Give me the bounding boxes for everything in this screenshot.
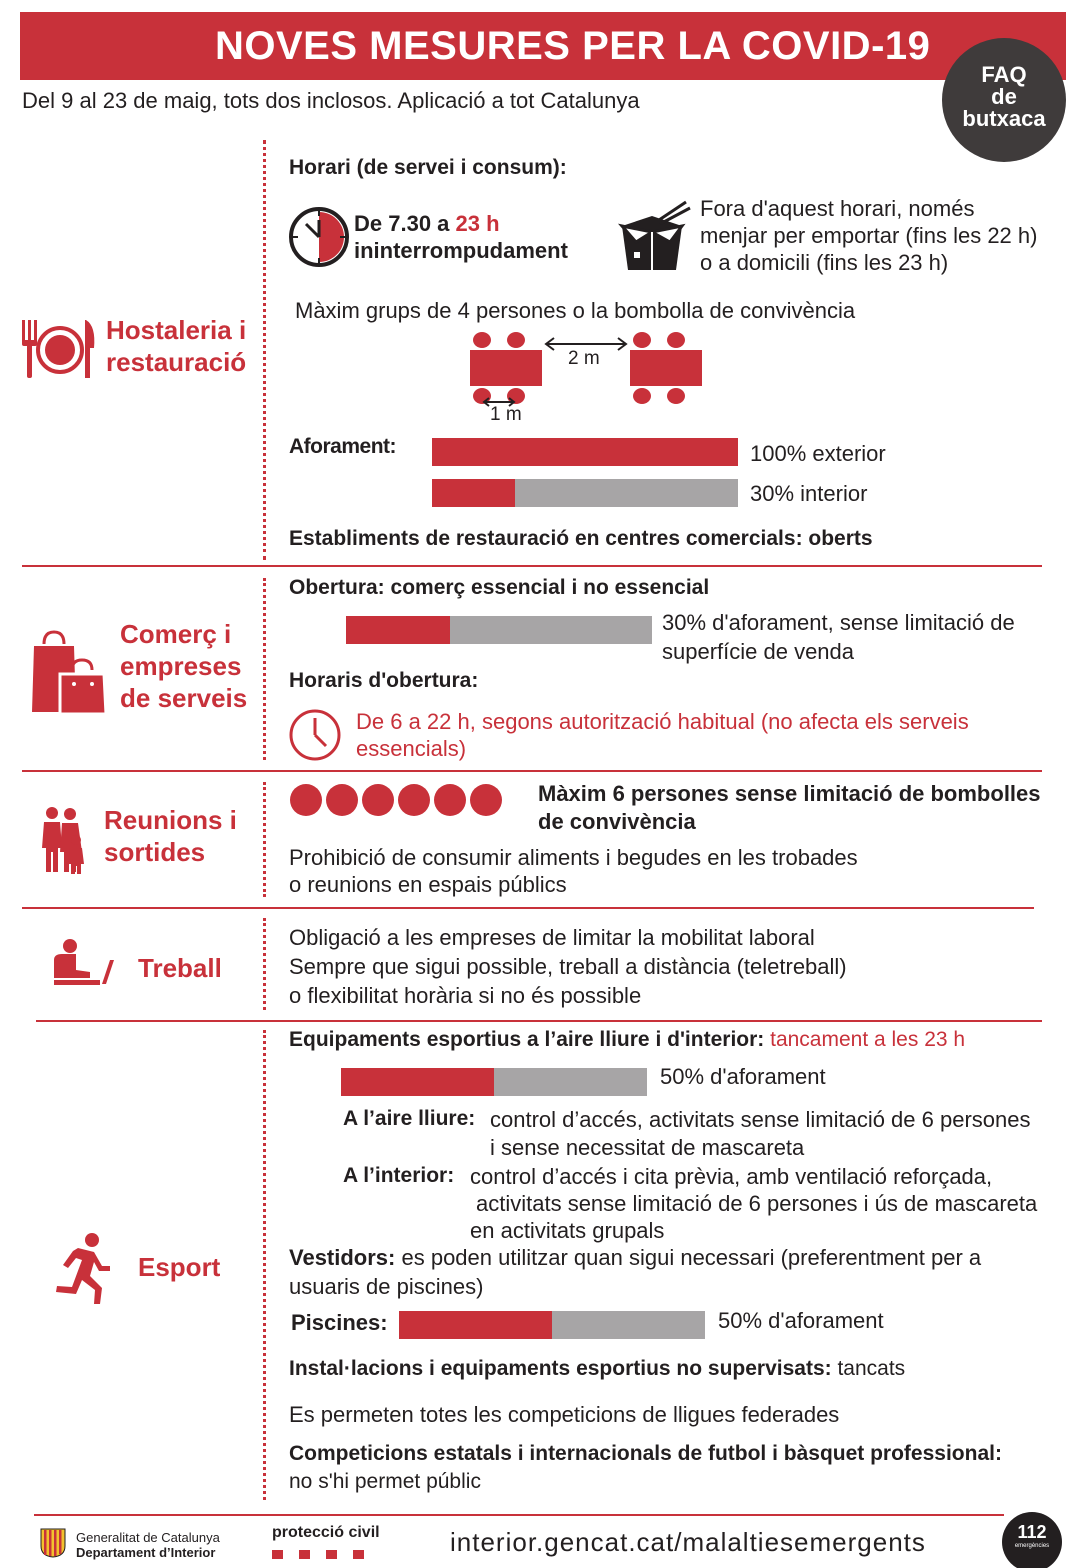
centres-comercials-text: Establiments de restauració en centres comercials: oberts — [289, 527, 873, 550]
installacions-value: tancats — [831, 1357, 906, 1380]
clock-outline-icon — [288, 708, 342, 767]
section-divider — [36, 1020, 1042, 1022]
horaris-title: Horaris d'obertura: — [289, 669, 479, 692]
divider-vertical — [263, 782, 266, 897]
prohibicio-line-1: Prohibició de consumir aliments i begudes en les trobades — [289, 845, 858, 870]
person-dot — [398, 784, 430, 816]
capacity-fill — [341, 1068, 494, 1096]
interior-line-2: activitats sense limitació de 6 persones i ús de mascareta — [476, 1191, 1038, 1216]
gencat-line-2: Departament d’Interior — [76, 1545, 216, 1560]
horari-line-2: ininterrompudament — [354, 238, 568, 263]
runner-icon — [48, 1232, 114, 1311]
proteccio-civil-logo: protecció civil — [272, 1524, 380, 1541]
category-comerc — [120, 618, 247, 714]
capacity-bar-interior — [432, 479, 738, 507]
capacity-fill — [432, 479, 515, 507]
faq-line-3: butxaca — [962, 106, 1046, 131]
fora-line-2: menjar per emportar (fins les 22 h) — [700, 223, 1038, 248]
vestidors-line-2: usuaris de piscines) — [289, 1274, 484, 1299]
person-dot — [362, 784, 394, 816]
family-icon — [40, 806, 90, 879]
person-dot — [290, 784, 322, 816]
installacions-text — [289, 1356, 905, 1382]
treball-line-3: o flexibilitat horària si no és possible — [289, 983, 642, 1008]
vestidors-text — [289, 1243, 981, 1301]
person-dot — [326, 784, 358, 816]
interior-text — [470, 1163, 1037, 1244]
divider-vertical — [263, 578, 266, 760]
horari-prefix: De 7.30 a — [354, 211, 456, 236]
esport-aforament: 50% d'aforament — [660, 1064, 826, 1089]
maxim-line-2: de convivència — [538, 809, 696, 834]
horari-highlight: 23 h — [455, 211, 500, 236]
capacity-bar-comerc — [346, 616, 652, 644]
cutlery-plate-icon — [20, 316, 96, 385]
faq-badge — [942, 38, 1066, 162]
category-line: Hostaleria i — [106, 315, 247, 345]
laptop-worker-icon — [50, 938, 120, 995]
capacity-label-exterior: 100% exterior — [750, 441, 886, 466]
takeaway-box-icon — [612, 196, 692, 281]
vestidors-label: Vestidors: — [289, 1245, 396, 1270]
distance-1m-label: 1 m — [490, 404, 522, 425]
category-hostaleria — [106, 314, 246, 378]
obertura-title: Obertura: comerç essencial i no essencial — [289, 576, 710, 599]
aire-line-1: control d’accés, activitats sense limitació de 6 persones — [490, 1107, 1031, 1132]
category-line: empreses — [120, 651, 242, 681]
category-line: sortides — [104, 837, 206, 867]
capacity-fill — [346, 616, 450, 644]
treball-line-1: Obligació a les empreses de limitar la mobilitat laboral — [289, 925, 815, 950]
aire-line-2: i sense necessitat de mascareta — [490, 1135, 805, 1160]
equipaments-highlight: tancament a les 23 h — [770, 1028, 966, 1051]
treball-line-2: Sempre que sigui possible, treball a distància (teletreball) — [289, 954, 847, 979]
footer-url[interactable]: interior.gencat.cat/malaltiesemergents — [450, 1527, 926, 1557]
prohibicio-line-2: o reunions en espais públics — [289, 872, 567, 897]
interior-line-3: en activitats grupals — [470, 1218, 665, 1243]
divider-vertical — [263, 140, 266, 560]
faq-line-1: FAQ — [981, 62, 1027, 87]
page-title: NOVES MESURES PER LA COVID-19 — [215, 24, 931, 68]
horaris-text — [356, 708, 969, 762]
treball-text — [289, 923, 847, 1010]
capacity-fill — [399, 1311, 552, 1339]
equipaments-prefix: Equipaments esportius a l’aire lliure i d'interior: — [289, 1028, 771, 1051]
fora-horari-text — [700, 195, 1037, 276]
capacity-bar-esport — [341, 1068, 647, 1096]
person-dot — [434, 784, 466, 816]
category-reunions — [104, 804, 237, 868]
faq-line-2: de — [991, 84, 1017, 109]
capacity-bar-piscines — [399, 1311, 705, 1339]
proteccio-civil-squares-icon — [272, 1550, 382, 1562]
category-line: de serveis — [120, 683, 248, 713]
capacity-bar-exterior — [432, 438, 738, 466]
prohibicio-text — [289, 844, 858, 898]
clock-icon — [288, 206, 350, 273]
divider-vertical — [263, 1030, 266, 1500]
shopping-bags-icon — [30, 630, 110, 721]
interior-label: A l’interior: — [343, 1164, 455, 1187]
gencat-logo-icon — [40, 1528, 66, 1563]
reunions-maxim-text — [538, 780, 1041, 836]
comerc-aforament-line-2: superfície de venda — [662, 639, 855, 664]
emergency-112-badge — [1002, 1512, 1062, 1568]
comerc-aforament-line-1: 30% d'aforament, sense limitació de — [662, 610, 1015, 635]
divider-vertical — [263, 918, 266, 1010]
gencat-line-1: Generalitat de Catalunya — [76, 1530, 220, 1545]
emergency-label: emergències — [1014, 1543, 1050, 1549]
grups-text: Màxim grups de 4 persones o la bombolla de convivència — [295, 298, 856, 323]
category-treball: Treball — [138, 953, 222, 983]
section-divider — [22, 770, 1042, 772]
capacity-label-interior: 30% interior — [750, 481, 868, 506]
people-dots — [290, 784, 510, 818]
category-line: restauració — [106, 347, 247, 377]
emergency-number: 112 — [1017, 1522, 1047, 1542]
horari-title: Horari (de servei i consum): — [289, 156, 567, 179]
footer-divider — [34, 1514, 1004, 1516]
estatals-line-2: no s'hi permet públic — [289, 1470, 481, 1493]
aire-lliure-label: A l’aire lliure: — [343, 1107, 476, 1130]
fora-line-3: o a domicili (fins les 23 h) — [700, 250, 949, 275]
person-dot — [470, 784, 502, 816]
capacity-fill — [432, 438, 738, 466]
interior-line-1: control d’accés i cita prèvia, amb ventilació reforçada, — [470, 1164, 993, 1189]
estatals-text — [289, 1440, 1002, 1496]
aire-lliure-text — [490, 1106, 1030, 1162]
horaris-line-1: De 6 a 22 h, segons autorització habitual (no afecta els serveis — [356, 709, 969, 734]
horaris-line-2: essencials) — [356, 736, 467, 761]
installacions-label: Instal·lacions i equipaments esportius no supervisats: — [289, 1357, 832, 1380]
estatals-line-1: Competicions estatals i internacionals de futbol i bàsquet professional: — [289, 1442, 1002, 1465]
competicions-text: Es permeten totes les competicions de lligues federades — [289, 1402, 840, 1427]
fora-line-1: Fora d'aquest horari, només — [700, 196, 975, 221]
gencat-text — [76, 1530, 220, 1560]
maxim-line-1: Màxim 6 persones sense limitació de bombolles — [538, 781, 1041, 806]
category-line: Comerç i — [120, 619, 232, 649]
section-divider — [22, 907, 1034, 909]
vestidors-line-1: es poden utilitzar quan sigui necessari (preferentment per a — [395, 1245, 982, 1270]
distance-2m-label: 2 m — [568, 348, 600, 369]
horari-text — [354, 210, 568, 264]
page-subtitle: Del 9 al 23 de maig, tots dos inclosos. Aplicació a tot Catalunya — [22, 88, 640, 113]
section-divider — [22, 565, 1042, 567]
comerc-aforament-text — [662, 608, 1015, 666]
aforament-label: Aforament: — [289, 435, 397, 458]
category-line: Reunions i — [104, 805, 237, 835]
category-esport: Esport — [138, 1252, 221, 1282]
piscines-label: Piscines: — [291, 1310, 388, 1335]
equipaments-text — [289, 1027, 965, 1053]
piscines-aforament: 50% d'aforament — [718, 1308, 884, 1333]
